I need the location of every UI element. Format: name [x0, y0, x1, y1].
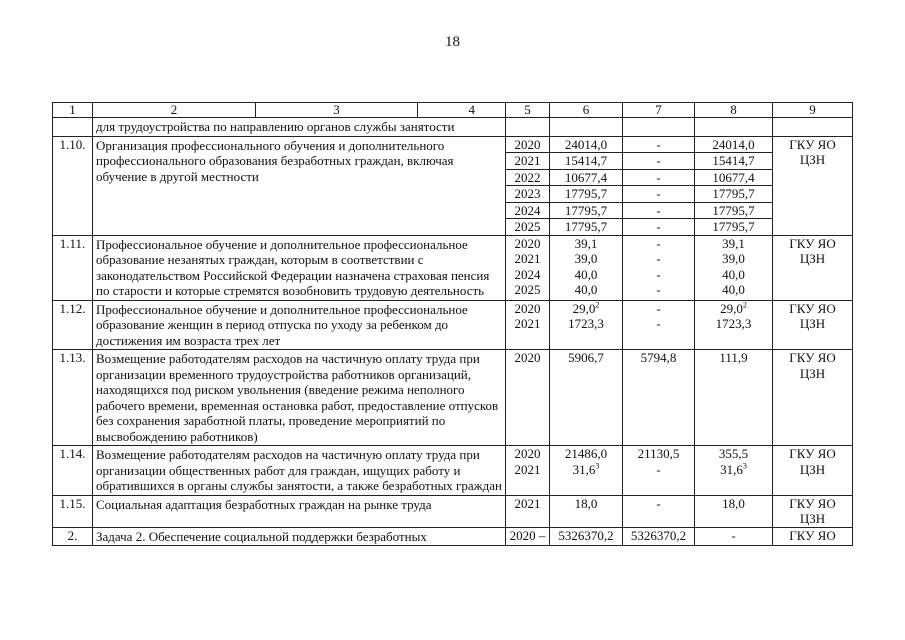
col6-value: 39,0 [574, 251, 598, 266]
col8-value: 39,1 [722, 235, 745, 251]
col8-value: 39,0 [722, 251, 745, 266]
col8-value: 10677,4 [695, 170, 772, 187]
executor-line: ЦЗН [799, 316, 826, 331]
row-number: 1.14. [53, 446, 93, 496]
col7-value: - [656, 251, 661, 266]
table-row [53, 527, 853, 546]
table-row [53, 136, 853, 235]
col8-value: 355,5 [718, 446, 749, 461]
table-row [53, 350, 853, 446]
header-row [53, 103, 853, 118]
years-value: 2020 [514, 300, 541, 316]
col6-value: 29,0$^2$ [572, 300, 600, 316]
executor-line: ЦЗН [799, 365, 826, 381]
col6-value: 10677,4 [550, 170, 622, 187]
years-value: 2021 [514, 316, 541, 331]
table-row [53, 446, 853, 496]
years-value: 2025 [514, 219, 541, 234]
col7-value: - [656, 266, 661, 282]
executor-line: ЦЗН [799, 251, 826, 266]
row-number: 1.15. [53, 495, 93, 527]
col7-value: - [623, 186, 694, 203]
footnote-mark: 3 [595, 461, 600, 471]
col6-value: 21486,0 [564, 446, 608, 461]
col7-value: - [623, 137, 694, 154]
header-cell: 4 [418, 103, 506, 118]
col8-value: 111,9 [719, 350, 748, 365]
col7-value: - [623, 170, 694, 187]
col6-value: 17795,7 [550, 186, 622, 203]
years-value: 2024 [514, 266, 541, 282]
executor-cell [773, 235, 853, 300]
years-value: 2024 [506, 203, 549, 220]
col6-value: 5326370,2 [558, 527, 614, 543]
col6-value: 17795,7 [550, 203, 622, 220]
header-cell: 2 [93, 103, 256, 118]
col8-value: 17795,7 [695, 203, 772, 220]
years-value: 2021 [506, 153, 549, 170]
footnote-mark: 3 [742, 461, 747, 471]
col8-value: 24014,0 [695, 137, 772, 154]
col7-value: - [656, 461, 661, 477]
years-value: 2020 [506, 137, 549, 154]
row-number: 2. [53, 527, 93, 546]
program-table [52, 102, 853, 546]
years-value: 2021 [514, 461, 541, 477]
executor-cell [773, 446, 853, 496]
executor-cell [773, 527, 853, 546]
executor-line: ГКУ ЯО [789, 446, 836, 461]
row-number: 1.12. [53, 300, 93, 350]
executor-cell [773, 350, 853, 446]
row-description: Возмещение работодателям расходов на частичную оплату труда при организации общественных работ для граждан, ищущих работу и обратившихся в органы службы занятости, а также безработных граждан [93, 446, 506, 496]
col6-value: 15414,7 [550, 153, 622, 170]
row-number: 1.10. [53, 136, 93, 235]
col8-value: 15414,7 [695, 153, 772, 170]
years-value: 2022 [506, 170, 549, 187]
executor-line: ГКУ ЯО [789, 136, 836, 152]
col7-value: - [656, 300, 661, 316]
col6-value: 1723,3 [568, 316, 604, 331]
row-description: Профессиональное обучение и дополнительное профессиональное образование незанятых граждан, которым в соответствии с законодательством Российской Федерации назначена страховая пенсия по старости и которые стремятся возобновить трудовую деятельность [93, 235, 506, 300]
executor-line: ГКУ ЯО [789, 527, 836, 543]
col8-value: 17795,7 [695, 186, 772, 203]
col7-value: - [623, 153, 694, 170]
executor-cell [773, 136, 853, 235]
years-value: 2020 [514, 235, 541, 251]
col7-value: 21130,5 [637, 446, 680, 461]
col7-value: - [656, 282, 661, 297]
col7-value: 5326370,2 [630, 527, 687, 543]
executor-line: ГКУ ЯО [789, 300, 836, 316]
footnote-mark: 2 [595, 300, 600, 310]
row-description: Задача 2. Обеспечение социальной поддержки безработных [93, 527, 506, 546]
col8-value: 40,0 [722, 266, 745, 282]
footnote-mark: 2 [742, 300, 747, 310]
col8-value: 17795,7 [712, 219, 755, 234]
years-value: 2021 [514, 251, 541, 266]
header-cell: 1 [53, 103, 93, 118]
col6-value: 31,6$^3$ [572, 461, 600, 477]
header-cell: 9 [773, 103, 853, 118]
row-number: 1.13. [53, 350, 93, 446]
header-cell: 7 [623, 103, 695, 118]
continuation-text: для трудоустройства по направлению органов службы занятости [93, 118, 506, 137]
years-value: 2020 [514, 446, 541, 461]
col6-value: 18,0 [574, 495, 598, 511]
executor-line: ЦЗН [799, 152, 826, 167]
col6-value: 40,0 [574, 266, 598, 282]
col7-value: - [656, 235, 661, 251]
years-value: 2021 [514, 495, 541, 511]
executor-line: ГКУ ЯО [789, 495, 836, 511]
executor-line: ЦЗН [799, 461, 826, 477]
executor-line: ГКУ ЯО [789, 350, 836, 365]
col8-value: 1723,3 [715, 316, 752, 331]
table-row [53, 235, 853, 300]
col6-value: 5906,7 [568, 350, 604, 365]
col6-value: 40,0 [574, 282, 598, 297]
row-description: Организация профессионального обучения и дополнительного профессионального образования безработных граждан, включая обучение в другой местности [93, 136, 506, 235]
row-number: 1.11. [53, 235, 93, 300]
page-number: 18 [445, 34, 460, 50]
col7-value: - [656, 316, 661, 331]
col7-value: 5794,8 [640, 350, 677, 365]
executor-cell [773, 300, 853, 350]
header-cell: 8 [695, 103, 773, 118]
header-cell: 3 [256, 103, 418, 118]
executor-cell [773, 495, 853, 527]
years-value: 2023 [506, 186, 549, 203]
years-value: 2020 – [509, 527, 546, 543]
col7-value: - [656, 219, 661, 234]
col7-value: - [623, 203, 694, 220]
row-description: Возмещение работодателям расходов на частичную оплату труда при организации временного трудоустройства работников организаций, находящихся под риском увольнения (введение режима неполного рабочего времени, временная остановка работ, предоставление отпусков без сохранения заработной платы, проведение мероприятий по высвобождению работников) [93, 350, 506, 446]
header-cell: 5 [506, 103, 550, 118]
col6-value: 17795,7 [564, 219, 608, 234]
row-description: Социальная адаптация безработных граждан на рынке труда [93, 495, 506, 527]
col6-value: 24014,0 [550, 137, 622, 154]
col8-value: 40,0 [722, 282, 745, 297]
executor-line: ЦЗН [799, 511, 826, 526]
table-row [53, 495, 853, 527]
executor-line: ГКУ ЯО [789, 235, 836, 251]
table-row [53, 300, 853, 350]
col8-value: - [731, 527, 736, 543]
years-value: 2020 [514, 350, 541, 365]
col8-value: 31,6$^3$ [720, 461, 747, 477]
years-value: 2025 [514, 282, 541, 297]
col8-value: 18,0 [722, 495, 745, 511]
col7-value: - [656, 495, 661, 511]
header-cell: 6 [550, 103, 623, 118]
continuation-row [53, 118, 853, 137]
row-description: Профессиональное обучение и дополнительное профессиональное образование женщин в период отпуска по уходу за ребенком до достижения им возраста трех лет [93, 300, 506, 350]
col8-value: 29,0$^2$ [720, 300, 747, 316]
col6-value: 39,1 [574, 235, 598, 251]
